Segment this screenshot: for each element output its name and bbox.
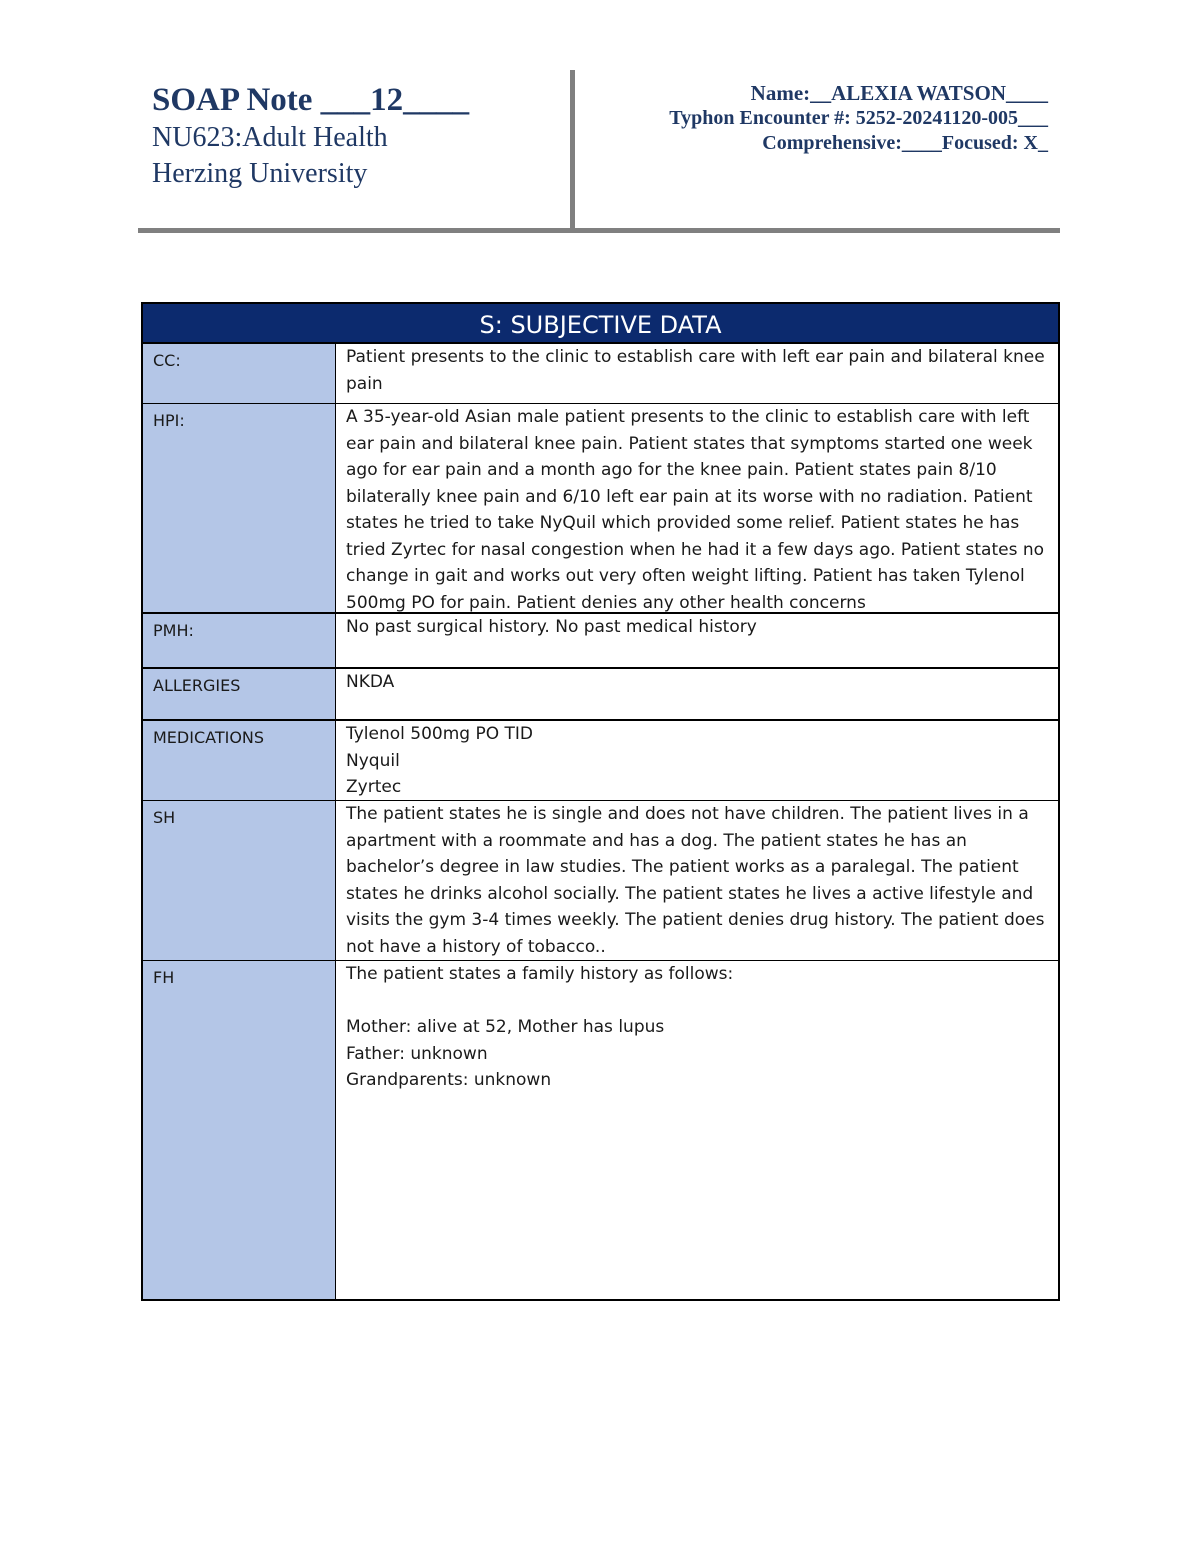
fh-row <box>143 961 1058 1299</box>
subjective-data-table <box>141 302 1060 1301</box>
medication-item: Tylenol 500mg PO TID <box>346 724 534 744</box>
fh-label: FH <box>143 961 336 1299</box>
hpi-row <box>143 404 1058 614</box>
medications-list <box>336 721 1058 800</box>
header-right <box>578 80 1048 156</box>
fh-text <box>336 961 1058 1299</box>
cc-label: CC: <box>143 344 336 403</box>
pmh-row <box>143 614 1058 669</box>
allergies-row <box>143 669 1058 721</box>
sh-paragraph: The patient states he is single and does not have children. The patient lives in a apartment with a roommate and has a dog. The patient states he has an bachelor’s degree in law studies. The patient works as a paralegal. The patient states he drinks alcohol socially. The patient states he lives a active lifestyle and visits the gym 3-4 times weekly. The patient denies drug history. The patient does not have a history of tobacco.. <box>346 804 1045 957</box>
pmh-text <box>336 614 1058 667</box>
course-name: NU623:Adult Health <box>152 122 388 153</box>
allergies-label: ALLERGIES <box>143 669 336 719</box>
note-type: Comprehensive:____Focused: X_ <box>762 132 1048 154</box>
fh-item: Father: unknown <box>346 1043 488 1064</box>
hpi-text <box>336 404 1058 612</box>
allergies-text <box>336 669 1058 719</box>
pmh-label: PMH: <box>143 614 336 667</box>
school-name: Herzing University <box>152 158 368 189</box>
hpi-label: HPI: <box>143 404 336 612</box>
sh-text <box>336 801 1058 960</box>
cc-row <box>143 344 1058 404</box>
section-title: S: SUBJECTIVE DATA <box>143 304 1058 344</box>
hpi-paragraph: A 35-year-old Asian male patient presents to the clinic to establish care with left ear pain and bilateral knee pain. Patient states that symptoms started one week ago for ear pain and a month ago for the knee pain. Patient states pain 8/10 bilaterally knee pain and 6/10 left ear pain at its worse with no radiation. Patient states he tried to take NyQuil which provided some relief. Patient states he has tried Zyrtec for nasal congestion when he had it a few days ago. Patient states no change in gait and works out very often weight lifting. Patient has taken Tylenol 500mg PO for pain. Patient denies any other health concerns <box>346 407 1045 613</box>
allergies-paragraph: NKDA <box>346 672 395 692</box>
fh-item: Grandparents: unknown <box>346 1070 552 1090</box>
cc-text <box>336 344 1058 403</box>
fh-item: Mother: alive at 52, Mother has lupus <box>346 1017 665 1037</box>
medications-label: MEDICATIONS <box>143 721 336 800</box>
typhon-encounter-number: Typhon Encounter #: 5252-20241120-005___ <box>669 107 1048 129</box>
soap-note-title: SOAP Note ___12____ <box>152 82 470 118</box>
medications-row <box>143 721 1058 801</box>
student-name: Name:__ALEXIA WATSON____ <box>750 81 1048 105</box>
sh-label: SH <box>143 801 336 960</box>
fh-intro: The patient states a family history as follows: <box>346 964 734 984</box>
sh-row <box>143 801 1058 961</box>
medication-item: Zyrtec <box>346 777 402 797</box>
fh-spacer <box>346 988 1048 1015</box>
pmh-paragraph: No past surgical history. No past medical history <box>346 617 757 637</box>
header-horizontal-divider <box>138 228 1060 233</box>
cc-paragraph: Patient presents to the clinic to establish care with left ear pain and bilateral knee pain <box>346 347 1045 394</box>
header-vertical-divider <box>570 70 575 228</box>
medication-item: Nyquil <box>346 750 400 771</box>
header-left <box>152 80 562 192</box>
